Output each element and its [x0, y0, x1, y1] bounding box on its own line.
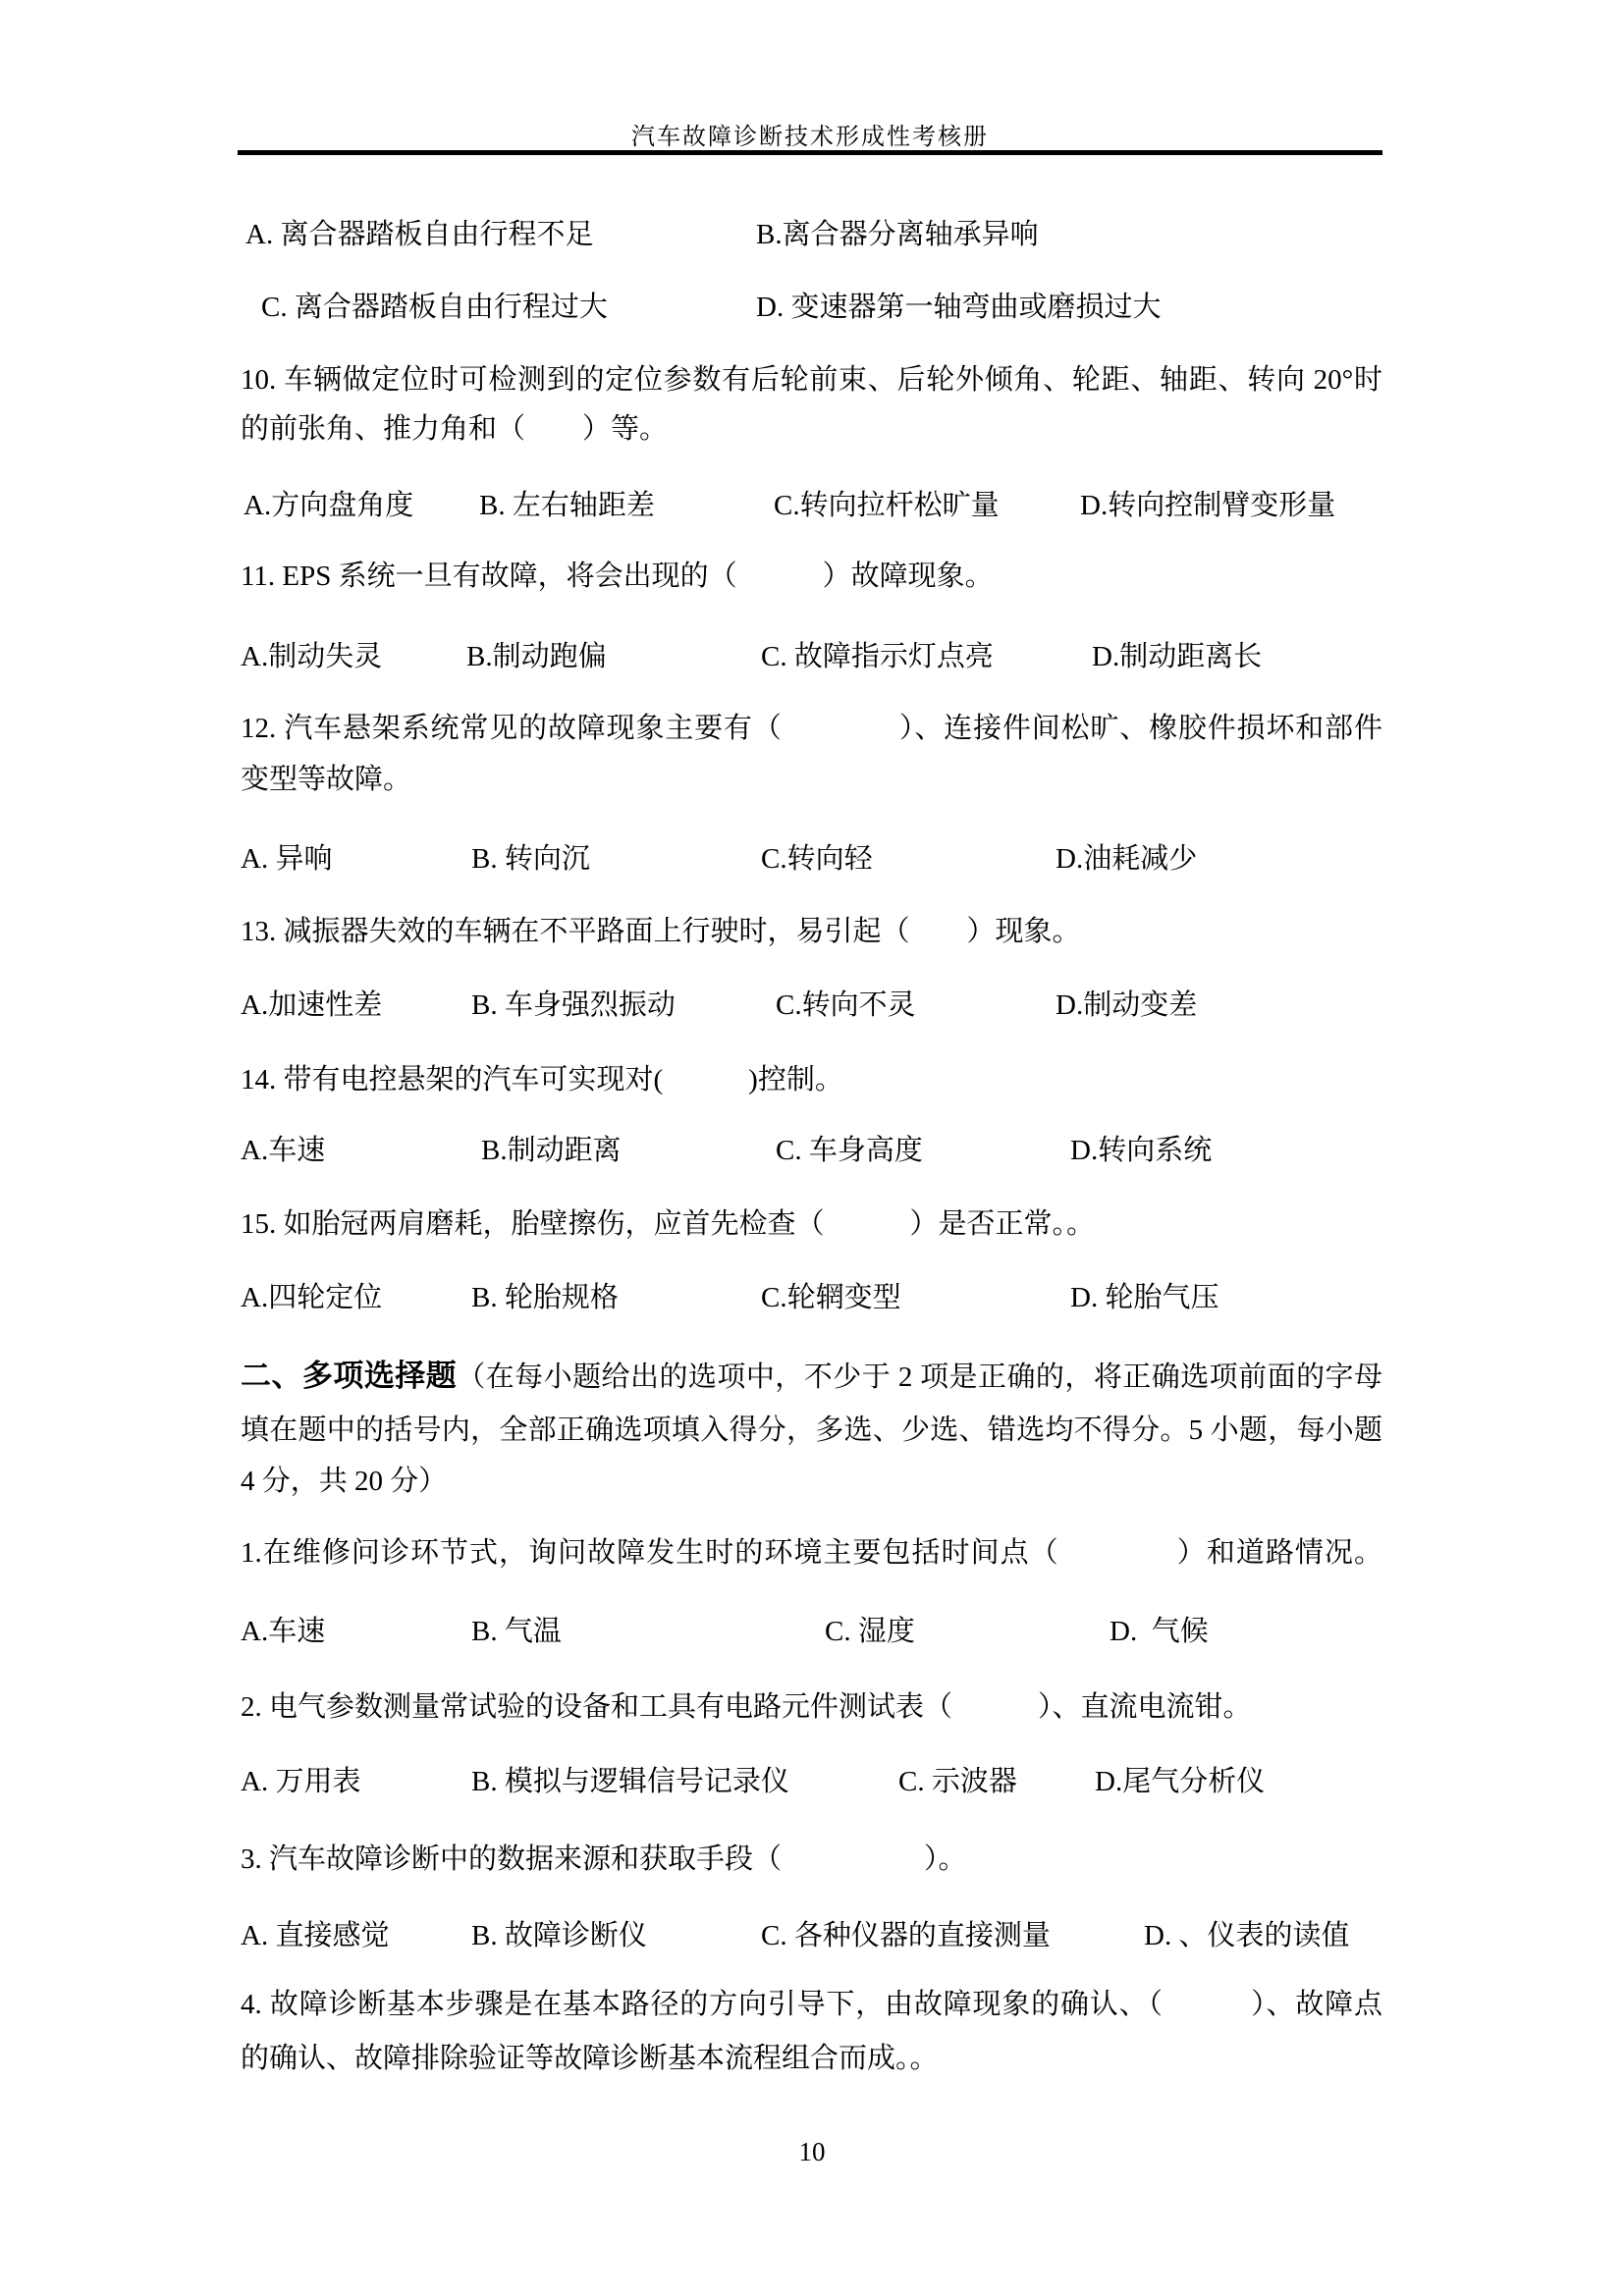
q9-option-c: C. 离合器踏板自由行程过大: [261, 292, 608, 323]
mc-q3-option-a: A. 直接感觉: [241, 1920, 390, 1951]
q11-option-a: A.制动失灵: [241, 641, 383, 672]
header-title: 汽车故障诊断技术形成性考核册: [631, 125, 989, 150]
mc-q1-option-b: B. 气温: [471, 1616, 562, 1647]
mc-q3-options: [241, 1919, 1382, 1952]
mc-q3-option-b: B. 故障诊断仪: [471, 1920, 647, 1951]
q12-stem-line2: 变型等故障。: [241, 764, 412, 795]
q15-option-a: A.四轮定位: [241, 1282, 383, 1313]
q12-option-d: D.油耗减少: [1056, 843, 1198, 875]
mc-q1-option-a: A.车速: [241, 1616, 326, 1647]
q12-stem-line1: 12. 汽车悬架系统常见的故障现象主要有（ ）、连接件间松旷、橡胶件损坏和部件: [241, 713, 1382, 744]
q14-options: [241, 1134, 1382, 1167]
q15-option-c: C.轮辋变型: [761, 1282, 901, 1313]
mc-q4-stem-line2: 的确认、故障排除验证等故障诊断基本流程组合而成。。: [241, 2043, 939, 2074]
q10-options: [241, 489, 1382, 522]
q12-options: [241, 842, 1382, 876]
mc-q1-option-c: C. 湿度: [825, 1616, 915, 1647]
q13-option-d: D.制动变差: [1056, 989, 1198, 1021]
q13-option-c: C.转向不灵: [776, 989, 916, 1021]
q14-option-a: A.车速: [241, 1135, 326, 1166]
q15-option-d: D. 轮胎气压: [1070, 1282, 1219, 1313]
mc-q2-option-a: A. 万用表: [241, 1766, 361, 1797]
q12-option-a: A. 异响: [241, 843, 333, 875]
mc-q2-option-b: B. 模拟与逻辑信号记录仪: [471, 1766, 789, 1797]
mc-q2-options: [241, 1765, 1382, 1798]
mc-q2-stem: 2. 电气参数测量常试验的设备和工具有电路元件测试表（ ）、直流电流钳。: [241, 1691, 1252, 1723]
q10-option-a: A.方向盘角度: [244, 490, 414, 521]
mc-q2-option-d: D.尾气分析仪: [1095, 1766, 1266, 1797]
q14-option-d: D.转向系统: [1070, 1135, 1213, 1166]
mc-q3-stem: 3. 汽车故障诊断中的数据来源和获取手段（ ）。: [241, 1843, 967, 1875]
q14-option-c: C. 车身高度: [776, 1135, 923, 1166]
q13-stem: 13. 减振器失效的车辆在不平路面上行驶时，易引起（ ）现象。: [241, 916, 1081, 947]
q10-option-c: C.转向拉杆松旷量: [774, 490, 1000, 521]
q11-option-c: C. 故障指示灯点亮: [761, 641, 994, 672]
mc-q1-option-d: D. 气候: [1110, 1616, 1209, 1647]
q12-option-b: B. 转向沉: [471, 843, 590, 875]
q10-stem-line1: 10. 车辆做定位时可检测到的定位参数有后轮前束、后轮外倾角、轮距、轴距、转向 20°时: [241, 364, 1382, 396]
mc-q2-option-c: C. 示波器: [898, 1766, 1017, 1797]
section2-heading: 二、多项选择题: [241, 1359, 458, 1393]
q9-option-b: B.离合器分离轴承异响: [756, 219, 1039, 250]
section2-intro-line3: 4 分，共 20 分）: [241, 1466, 448, 1497]
q9-options-row-2: [241, 291, 1382, 324]
q11-option-d: D.制动距离长: [1092, 641, 1263, 672]
q9-option-a: A. 离合器踏板自由行程不足: [245, 219, 594, 250]
q14-option-b: B.制动距离: [481, 1135, 622, 1166]
q12-option-c: C.转向轻: [761, 843, 873, 875]
q14-stem: 14. 带有电控悬架的汽车可实现对( )控制。: [241, 1064, 843, 1095]
q15-option-b: B. 轮胎规格: [471, 1282, 619, 1313]
q10-stem-line2: 的前张角、推力角和（ ）等。: [241, 413, 669, 445]
q15-stem: 15. 如胎冠两肩磨耗，胎壁擦伤，应首先检查（ ）是否正常。。: [241, 1208, 1096, 1240]
q13-option-a: A.加速性差: [241, 989, 383, 1021]
section2-heading-line: [241, 1360, 1382, 1394]
mc-q1-options: [241, 1615, 1382, 1648]
q9-options-row-1: [241, 218, 1382, 251]
q15-options: [241, 1281, 1382, 1314]
q13-options: [241, 988, 1382, 1022]
q11-options: [241, 640, 1382, 673]
q13-option-b: B. 车身强烈振动: [471, 989, 676, 1021]
q11-stem: 11. EPS 系统一旦有故障，将会出现的（ ）故障现象。: [241, 561, 994, 592]
mc-q3-option-d: D. 、仪表的读值: [1144, 1920, 1350, 1951]
q10-option-d: D.转向控制臂变形量: [1080, 490, 1336, 521]
mc-q4-stem-line1: 4. 故障诊断基本步骤是在基本路径的方向引导下，由故障现象的确认、（ ）、故障点: [241, 1989, 1382, 2020]
q10-option-b: B. 左右轴距差: [479, 490, 655, 521]
q11-option-b: B.制动跑偏: [466, 641, 607, 672]
section2-intro-line1: （在每小题给出的选项中，不少于 2 项是正确的，将正确选项前面的字母: [457, 1362, 1382, 1393]
header-rule: [238, 150, 1382, 155]
mc-q3-option-c: C. 各种仪器的直接测量: [761, 1920, 1051, 1951]
section2-intro-line2: 填在题中的括号内，全部正确选项填入得分，多选、少选、错选均不得分。5 小题，每小题: [241, 1415, 1382, 1446]
q9-option-d: D. 变速器第一轴弯曲或磨损过大: [756, 292, 1162, 323]
mc-q1-stem: 1.在维修问诊环节式，询问故障发生时的环境主要包括时间点（ ）和道路情况。: [241, 1537, 1382, 1569]
page-number: 10: [798, 2137, 826, 2166]
